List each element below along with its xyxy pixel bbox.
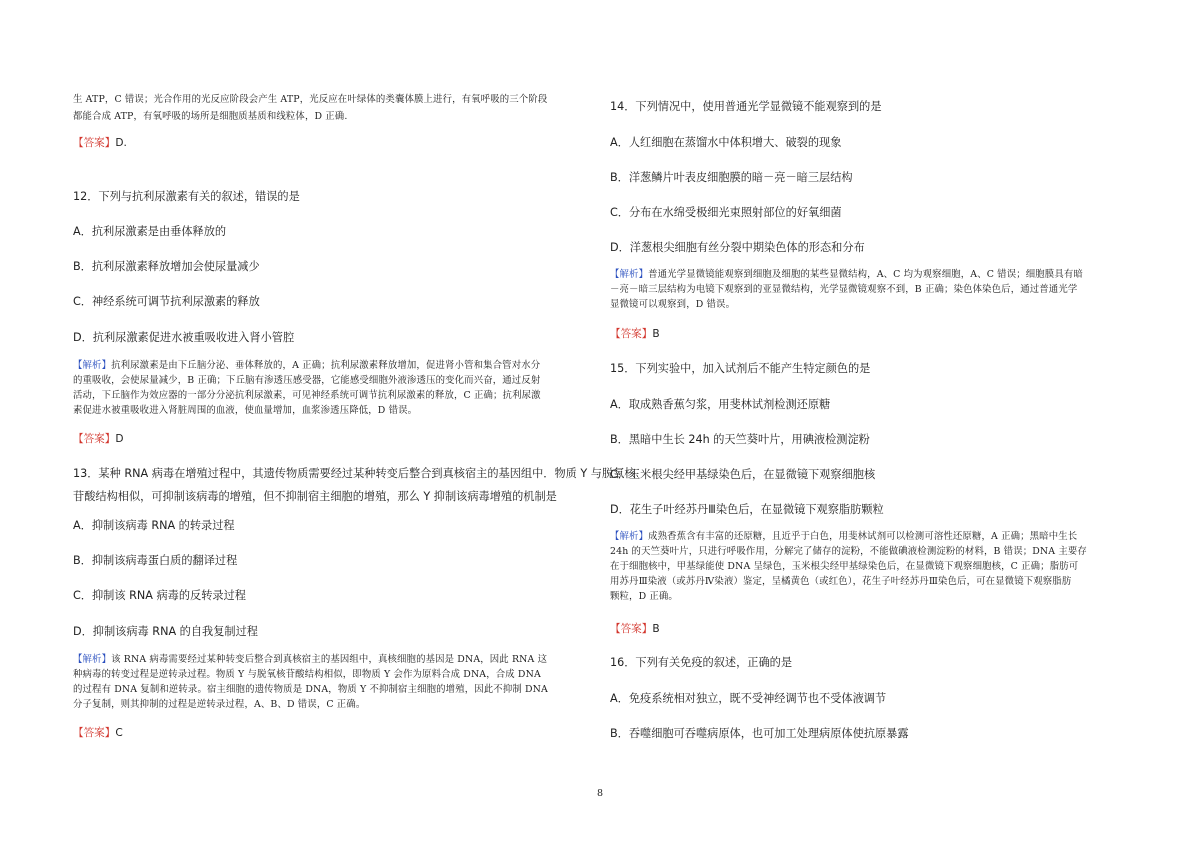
- question-12-option-d: D．抗利尿激素促进水被重吸收进入肾小管腔: [73, 331, 295, 344]
- question-12-option-b: B．抗利尿激素释放增加会使尿量减少: [73, 260, 260, 273]
- answer-value: C: [115, 727, 123, 739]
- question-15-analysis-line: 用苏丹Ⅲ染液（或苏丹Ⅳ染液）鉴定，呈橘黄色（或红色），花生子叶经苏丹Ⅲ染色后，可在显微镜下观察脂肪: [610, 576, 1072, 587]
- question-13-analysis-line: 种病毒的转变过程是逆转录过程。物质 Y 与脱氧核苷酸结构相似，即物质 Y 会作为原料合成 DNA，合成 DNA: [73, 669, 541, 680]
- question-13-stem-line: 苷酸结构相似，可抑制该病毒的增殖，但不抑制宿主细胞的增殖，那么 Y 抑制该病毒增殖的机制是: [73, 490, 557, 503]
- question-14-option-a: A．人红细胞在蒸馏水中体积增大、破裂的现象: [610, 136, 842, 149]
- page-number: 8: [596, 788, 604, 799]
- question-15-option-a: A．取成熟香蕉匀浆，用斐林试剂检测还原糖: [610, 398, 831, 411]
- answer-11: [73, 136, 127, 151]
- question-15-analysis-line: 颗粒，D 正确。: [610, 591, 678, 602]
- question-15-analysis-line: 24h 的天竺葵叶片，只进行呼吸作用，分解完了储存的淀粉，不能做碘液检测淀粉的材料，B 错误；DNA 主要存: [610, 546, 1087, 557]
- answer-tag: 【答案】: [73, 137, 116, 149]
- question-15-analysis-line: 在于细胞核中，甲基绿能使 DNA 呈绿色，玉米根尖经甲基绿染色后，在显微镜下观察细胞核，C 正确；脂肪可: [610, 561, 1079, 572]
- question-12-analysis-line: 【解析】抗利尿激素是由下丘脑分泌、垂体释放的，A 正确；抗利尿激素释放增加，促进肾小管和集合管对水分: [73, 360, 541, 371]
- question-14-analysis-line: 显微镜可以观察到，D 错误。: [610, 299, 736, 310]
- question-15-option-c: C．玉米根尖经甲基绿染色后，在显微镜下观察细胞核: [610, 468, 876, 481]
- analysis-tag: 【解析】: [73, 654, 112, 665]
- question-13-option-c: C．抑制该 RNA 病毒的反转录过程: [73, 589, 246, 602]
- answer-14: [610, 327, 660, 342]
- question-13-option-d: D．抑制该病毒 RNA 的自我复制过程: [73, 625, 258, 638]
- analysis-tag: 【解析】: [610, 531, 649, 542]
- question-16-option-b: B．吞噬细胞可吞噬病原体，也可加工处理病原体使抗原暴露: [610, 727, 909, 740]
- question-12-analysis-line: 的重吸收，会使尿量减少，B 正确；下丘脑有渗透压感受器，它能感受细胞外液渗透压的变化而兴奋，通过反射: [73, 375, 541, 386]
- question-12-option-a: A．抗利尿激素是由垂体释放的: [73, 225, 227, 238]
- answer-tag: 【答案】: [73, 433, 116, 445]
- answer-tag: 【答案】: [73, 727, 116, 739]
- question-15-option-b: B．黑暗中生长 24h 的天竺葵叶片，用碘液检测淀粉: [610, 433, 870, 446]
- answer-value: D.: [115, 137, 127, 149]
- question-12-option-c: C．神经系统可调节抗利尿激素的释放: [73, 295, 260, 308]
- question-14-stem: 14．下列情况中，使用普通光学显微镜不能观察到的是: [610, 100, 882, 113]
- question-12-analysis-line: 素促进水被重吸收进入肾脏周围的血液，使血量增加，血浆渗透压降低，D 错误。: [73, 405, 418, 416]
- question-16-option-a: A．免疫系统相对独立，既不受神经调节也不受体液调节: [610, 692, 887, 705]
- question-13-option-b: B．抑制该病毒蛋白质的翻译过程: [73, 554, 238, 567]
- question-13-stem-line: 13．某种 RNA 病毒在增殖过程中，其遗传物质需要经过某种转变后整合到真核宿主的基因组中．物质 Y 与脱氧核: [73, 467, 636, 480]
- question-16-stem: 16．下列有关免疫的叙述，正确的是: [610, 656, 793, 669]
- analysis-tag: 【解析】: [73, 360, 112, 371]
- answer-tag: 【答案】: [610, 623, 653, 635]
- question-14-option-c: C．分布在水绵受极细光束照射部位的好氧细菌: [610, 206, 842, 219]
- answer-value: B: [652, 623, 660, 635]
- answer-value: B: [652, 328, 660, 340]
- answer-13: [73, 726, 123, 741]
- question-13-option-a: A．抑制该病毒 RNA 的转录过程: [73, 519, 235, 532]
- question-14-option-d: D．洋葱根尖细胞有丝分裂中期染色体的形态和分布: [610, 241, 865, 254]
- answer-value: D: [115, 433, 124, 445]
- question-13-analysis-line: 分子复制，则其抑制的过程是逆转录过程，A、B、D 错误，C 正确。: [73, 699, 366, 710]
- continued-text-line: 生 ATP，C 错误；光合作用的光反应阶段会产生 ATP，光反应在叶绿体的类囊体膜上进行，有氧呼吸的三个阶段: [73, 94, 548, 105]
- question-13-analysis-line: 的过程有 DNA 复制和逆转录。宿主细胞的遗传物质是 DNA，物质 Y 不抑制宿主细胞的增殖，因此不抑制 DNA: [73, 684, 548, 695]
- question-12-analysis-line: 活动，下丘脑作为效应器的一部分分泌抗利尿激素，可见神经系统可调节抗利尿激素的释放，C 正确；抗利尿激: [73, 390, 541, 401]
- question-12-stem: 12．下列与抗利尿激素有关的叙述，错误的是: [73, 190, 300, 203]
- question-15-analysis-line: 【解析】成熟香蕉含有丰富的还原糖，且近乎于白色，用斐林试剂可以检测可溶性还原糖，A 正确；黑暗中生长: [610, 531, 1078, 542]
- question-14-option-b: B．洋葱鳞片叶表皮细胞膜的暗－亮－暗三层结构: [610, 171, 853, 184]
- analysis-tag: 【解析】: [610, 269, 649, 280]
- question-13-analysis-line: 【解析】该 RNA 病毒需要经过某种转变后整合到真核宿主的基因组中，真核细胞的基因是 DNA，因此 RNA 这: [73, 654, 548, 665]
- question-14-analysis-line: 【解析】普通光学显微镜能观察到细胞及细胞的某些显微结构，A、C 均为观察细胞，A、C 错误；细胞膜具有暗: [610, 269, 1083, 280]
- answer-tag: 【答案】: [610, 328, 653, 340]
- question-15-stem: 15．下列实验中，加入试剂后不能产生特定颜色的是: [610, 362, 871, 375]
- answer-15: [610, 622, 660, 637]
- answer-12: [73, 432, 124, 447]
- question-14-analysis-line: －亮－暗三层结构为电镜下观察到的亚显微结构，光学显微镜观察不到，B 正确；染色体染色后，通过普通光学: [610, 284, 1078, 295]
- question-15-option-d: D．花生子叶经苏丹Ⅲ染色后，在显微镜下观察脂肪颗粒: [610, 503, 884, 516]
- continued-text-line: 都能合成 ATP，有氧呼吸的场所是细胞质基质和线粒体，D 正确.: [73, 111, 348, 122]
